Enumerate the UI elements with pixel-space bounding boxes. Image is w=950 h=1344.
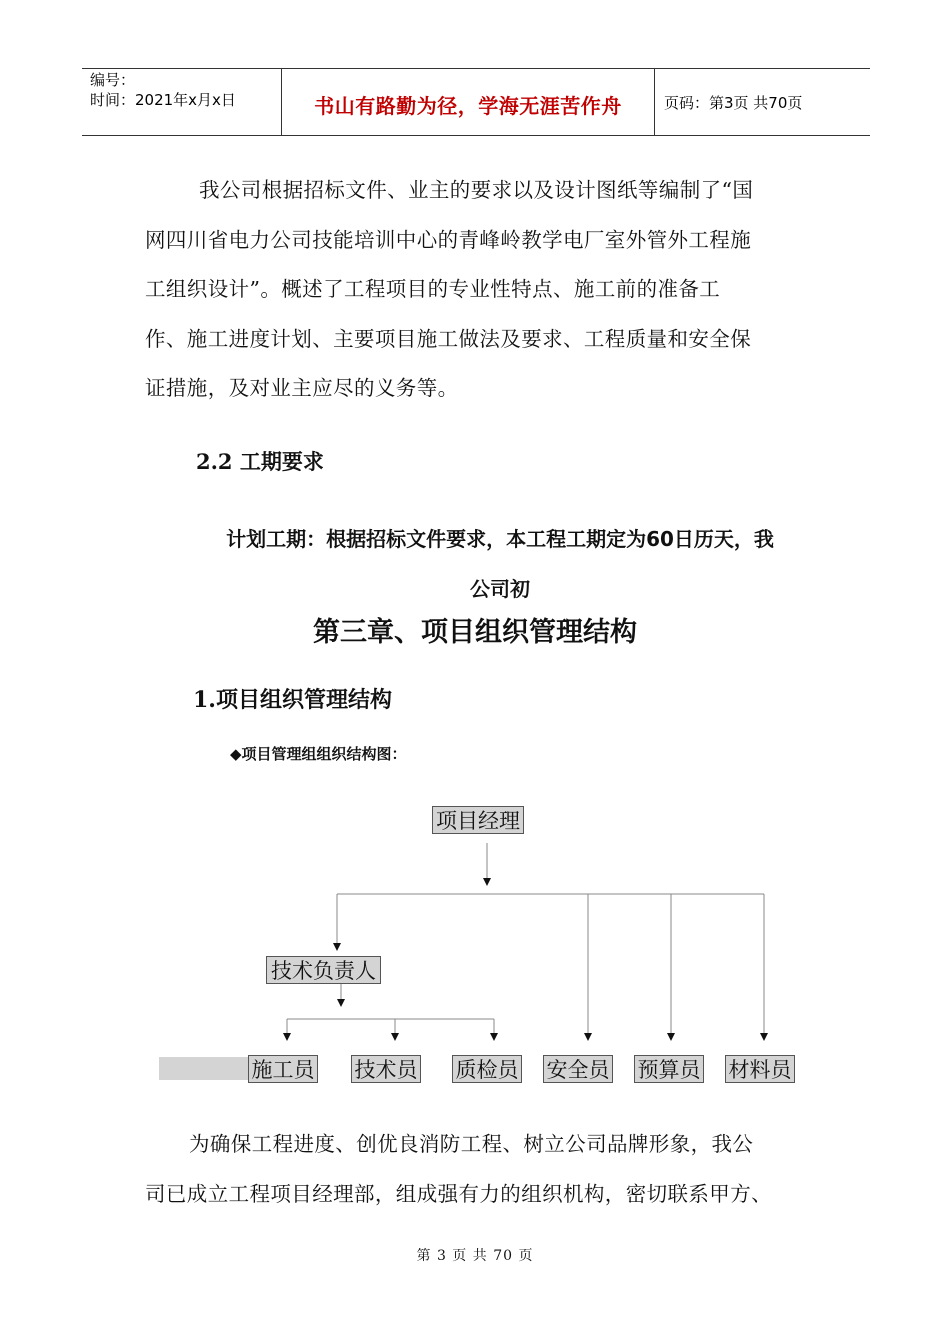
org-box-technician: 技术员 xyxy=(351,1055,421,1083)
diagram-caption: ◆项目管理组组织结构图： xyxy=(230,745,407,763)
org-box-construction-staff: 施工员 xyxy=(248,1055,318,1083)
org-box-quality-inspector: 质检员 xyxy=(452,1055,522,1083)
intro-line: 证措施，及对业主应尽的义务等。 xyxy=(145,376,459,400)
org-box-tech-lead: 技术负责人 xyxy=(266,956,381,984)
closing-line: 为确保工程进度、创优良消防工程、树立公司品牌形象，我公 xyxy=(189,1132,754,1156)
intro-line: 工组织设计”。概述了工程项目的专业性特点、施工前的准备工 xyxy=(145,277,721,301)
header-page-code: 页码：第3页 共70页 xyxy=(664,94,803,112)
section-heading-2-2: 2.2 工期要求 xyxy=(196,449,324,474)
doc-number-label: 编号： xyxy=(90,71,136,89)
header-motto: 书山有路勤为径，学海无涯苦作舟 xyxy=(314,94,622,118)
org-box-materials-officer: 材料员 xyxy=(725,1055,795,1083)
intro-line: 作、施工进度计划、主要项目施工做法及要求、工程质量和安全保 xyxy=(145,326,752,351)
closing-line: 司已成立工程项目经理部，组成强有力的组织机构，密切联系甲方、 xyxy=(145,1181,772,1206)
section-heading-1: 1.项目组织管理结构 xyxy=(193,687,392,713)
plan-line: 公司初 xyxy=(470,577,530,601)
org-box-budget-officer: 预算员 xyxy=(634,1055,704,1083)
chapter-title: 第三章、项目组织管理结构 xyxy=(313,617,637,648)
closing-paragraph xyxy=(145,1120,825,1219)
org-box-project-manager: 项目经理 xyxy=(432,806,524,834)
gray-placeholder-bar xyxy=(159,1057,249,1080)
plan-line: 计划工期：根据招标文件要求，本工程工期定为60日历天，我 xyxy=(226,527,774,551)
intro-line: 网四川省电力公司技能培训中心的青峰岭教学电厂室外管外工程施 xyxy=(145,227,752,252)
org-box-safety-officer: 安全员 xyxy=(543,1055,613,1083)
page-footer: 第 3 页 共 70 页 xyxy=(416,1248,534,1264)
date-label: 时间：2021年x月x日 xyxy=(90,91,236,109)
intro-line: 我公司根据招标文件、业主的要求以及设计图纸等编制了“国 xyxy=(199,178,754,202)
